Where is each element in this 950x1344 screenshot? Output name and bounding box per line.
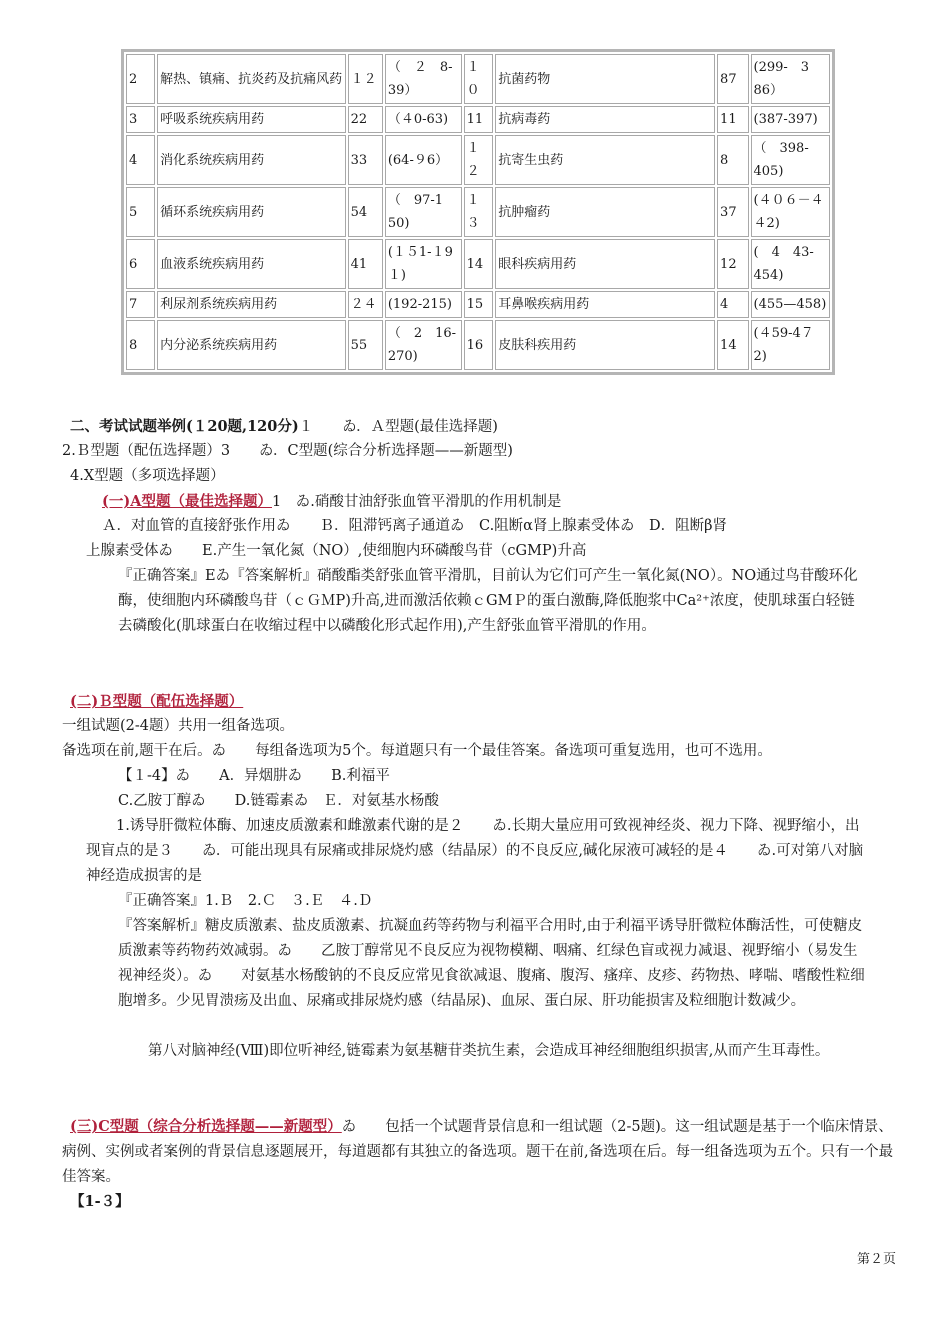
section2-line1 (70, 414, 498, 440)
section2-line3: 4.X型题（多项选择题） (70, 468, 225, 484)
table-cell: 7 (126, 291, 155, 318)
table-cell: 3 (126, 106, 155, 133)
table-cell: 抗菌药物 (495, 54, 715, 104)
part-a-answer: 『正确答案』Eゐ『答案解析』硝酸酯类舒张血管平滑肌，目前认为它们可产生一氧化氮(NO）。NO通过鸟苷酸环化酶，使细胞内环磷酸鸟苷（ｃＧＭP)升高,进而激活依赖ｃGMＰ的蛋白激酶,降低胞浆中Ca²⁺浓度，使肌球蛋白轻链去磷酸化(肌球蛋白在收缩过程中以磷酸化形式起作用),产生舒张血管平滑肌的作用。 (118, 568, 858, 634)
table-cell: （ 2 16-270) (385, 320, 462, 370)
table-cell: (387-397) (751, 106, 831, 133)
table-cell: 8 (717, 135, 748, 185)
table-cell: 11 (717, 106, 748, 133)
table-cell: 5 (126, 187, 155, 237)
table-cell: (455—458) (751, 291, 831, 318)
table-cell: （４0-63) (385, 106, 462, 133)
table-cell: （ ２ 8-39） (385, 54, 462, 104)
table-row (126, 320, 830, 370)
table-cell: (192-215) (385, 291, 462, 318)
table-cell: ２４ (348, 291, 383, 318)
table-cell: 眼科疾病用药 (495, 239, 715, 289)
part-b-title-text: (二)Ｂ型题（配伍选择题） (70, 693, 244, 710)
section2-line2: 2.Ｂ型题（配伍选择题）3 ゐ．C型题(综合分析选择题——新题型) (62, 443, 513, 459)
table-cell: (64-９6） (385, 135, 462, 185)
part-b-intro-1: 一组试题(2-4题）共用一组备选项。 (62, 718, 295, 734)
table-cell: 41 (348, 239, 383, 289)
part-a-options-2: 上腺素受体ゐ E.产生一氧化氮（NO）,使细胞内环磷酸鸟苷（cGMP)升高 (86, 543, 587, 559)
table-cell: 22 (348, 106, 383, 133)
table-cell: 8 (126, 320, 155, 370)
table-cell: 33 (348, 135, 383, 185)
table-cell: 消化系统疾病用药 (157, 135, 346, 185)
part-c-paragraph (62, 1114, 906, 1190)
part-a-heading (102, 489, 561, 515)
table-row (126, 135, 830, 185)
table-row (126, 291, 830, 318)
table-cell: 解热、镇痛、抗炎药及抗痛风药 (157, 54, 346, 104)
table-cell: 54 (348, 187, 383, 237)
table-cell: 2 (126, 54, 155, 104)
table-cell: １２ (348, 54, 383, 104)
table-cell: (４０６－４４2) (751, 187, 831, 237)
table-cell: １２ (464, 135, 494, 185)
part-c-subgroup: 【1-３】 (70, 1193, 130, 1210)
table-cell: 55 (348, 320, 383, 370)
table-cell: 16 (464, 320, 494, 370)
table-row (126, 106, 830, 133)
table-cell: 抗病毒药 (495, 106, 715, 133)
part-a-title: (一)A型题（最佳选择题） (102, 493, 272, 510)
table-cell: （ 398- 405) (751, 135, 831, 185)
table-cell: ( 4 43-454) (751, 239, 831, 289)
page-number: 第２页 (857, 1252, 897, 1267)
table-cell: 12 (717, 239, 748, 289)
table-cell: 抗寄生虫药 (495, 135, 715, 185)
part-b-questions: 1.诱导肝微粒体酶、加速皮质激素和雌激素代谢的是２ ゐ.长期大量应用可致视神经炎、视力下降、视野缩小，出现盲点的是３ ゐ．可能出现具有尿痛或排尿烧灼感（结晶尿）的不良反应,碱化尿液可减轻的是４ ゐ.可对第八对脑神经造成损害的是 (86, 818, 864, 884)
part-b-answer: 『正确答案』1.Ｂ 2.Ｃ ３.Ｅ ４.Ｄ (118, 893, 373, 909)
table-cell: (１５1-１9１) (385, 239, 462, 289)
table-cell: 14 (717, 320, 748, 370)
table-cell: 循环系统疾病用药 (157, 187, 346, 237)
part-b-analysis: 『答案解析』糖皮质激素、盐皮质激素、抗凝血药等药物与利福平合用时,由于利福平诱导肝微粒体酶活性，可使糖皮质激素等药物药效减弱。ゐ 乙胺丁醇常见不良反应为视物模糊、咽痛、红绿色盲或视力减退、视野缩小（易发生视神经炎）。ゐ 对氨基水杨酸钠的不良反应常见食欲减退、腹痛、腹泻、瘙痒、皮疹、药物热、哮喘、嗜酸性粒细胞增多。少见胃溃疡及出血、尿痛或排尿烧灼感（结晶尿)、血尿、蛋白尿、肝功能损害及粒细胞计数减少。 (118, 918, 865, 1009)
part-b-options-2: C.乙胺丁醇ゐ D.链霉素ゐ Ｅ．对氨基水杨酸 (118, 793, 439, 809)
table-cell: 皮肤科疾用药 (495, 320, 715, 370)
table-cell: 抗肿瘤药 (495, 187, 715, 237)
part-b-title (70, 689, 243, 715)
table-cell: (299- 3 86） (751, 54, 831, 104)
table-cell: 14 (464, 239, 494, 289)
table-cell: １０ (464, 54, 494, 104)
part-b-analysis-2: 第八对脑神经(Ⅷ)即位听神经,链霉素为氨基糖苷类抗生素，会造成耳神经细胞组织损害,从而产生耳毒性。 (148, 1043, 830, 1059)
table-cell: 11 (464, 106, 494, 133)
part-b-intro-2: 备选项在前,题干在后。ゐ 每组备选项为5个。每道题只有一个最佳答案。备选项可重复选用，也可不选用。 (62, 743, 772, 759)
table-cell: 利尿剂系统疾病用药 (157, 291, 346, 318)
table-cell: 4 (717, 291, 748, 318)
table-cell: 血液系统疾病用药 (157, 239, 346, 289)
table-cell: 37 (717, 187, 748, 237)
part-c-title: (三)C型题（综合分析选择题——新题型） (70, 1118, 342, 1135)
table-cell: 4 (126, 135, 155, 185)
table-row (126, 187, 830, 237)
table-cell: 87 (717, 54, 748, 104)
section2-heading: 二、考试试题举例(１20题,120分) (70, 418, 299, 435)
table-cell: 15 (464, 291, 494, 318)
drug-category-table (121, 49, 835, 375)
table-cell: 6 (126, 239, 155, 289)
table-cell: 耳鼻喉疾病用药 (495, 291, 715, 318)
part-a-question: 1 ゐ.硝酸甘油舒张血管平滑肌的作用机制是 (271, 494, 562, 510)
part-b-options-1: 【１-4】ゐ A．异烟肼ゐ B.利福平 (118, 768, 390, 784)
table-cell: １３ (464, 187, 494, 237)
part-c-text: ゐ 包括一个试题背景信息和一组试题（2-5题)。这一组试题是基于一个临床情景、病例、实例或者案例的背景信息逐题展开，每道题都有其独立的备选项。题干在前,备选项在后。每一组备选项为五个。只有一个最佳答案。 (62, 1119, 894, 1185)
part-a-options-1: Ａ．对血管的直接舒张作用ゐ Ｂ．阻滞钙离子通道ゐ C.阻断α肾上腺素受体ゐ D．阻断β肾 (102, 518, 727, 534)
table-cell: （ 97-1 50) (385, 187, 462, 237)
table-cell: (４59-4７2) (751, 320, 831, 370)
table-cell: 内分泌系统疾病用药 (157, 320, 346, 370)
section2-line1-rest: １ ゐ．Ａ型题(最佳选择题) (298, 419, 498, 435)
table-cell: 呼吸系统疾病用药 (157, 106, 346, 133)
table-row (126, 239, 830, 289)
table-row (126, 54, 830, 104)
